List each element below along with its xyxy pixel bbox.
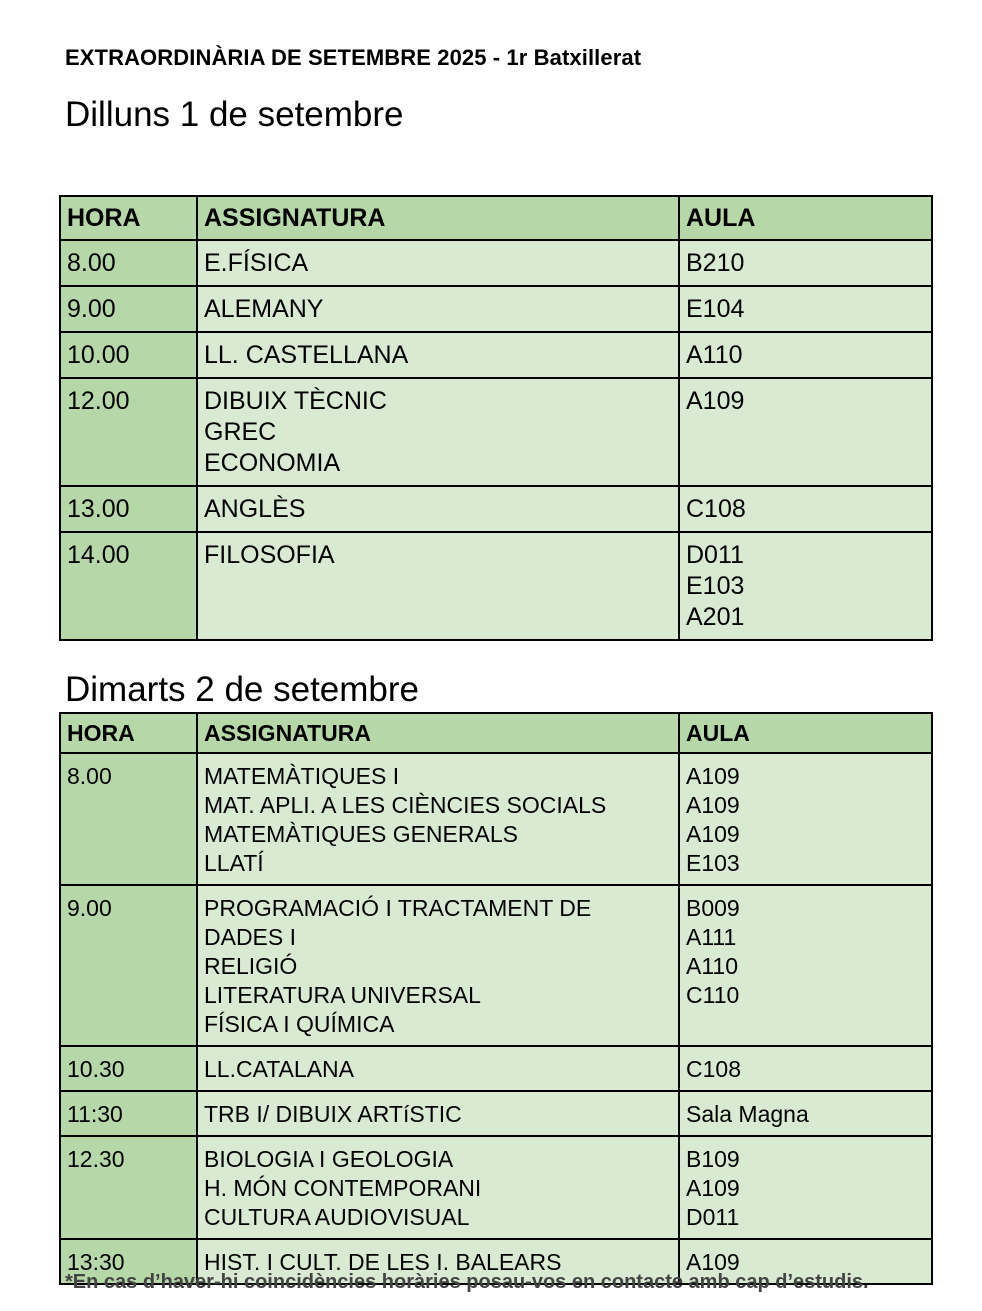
table-row bbox=[60, 1136, 932, 1239]
cell-hora: 12.30 bbox=[60, 1136, 197, 1239]
room-code: C110 bbox=[686, 982, 740, 1008]
subject-name: ANGLÈS bbox=[204, 495, 306, 523]
table-row bbox=[60, 532, 932, 640]
table-row bbox=[60, 1046, 932, 1091]
cell-hora: 8.00 bbox=[60, 240, 197, 286]
subject-name: ECONOMIA bbox=[204, 449, 341, 477]
table-body bbox=[60, 753, 932, 1284]
schedule-table-tuesday bbox=[59, 712, 933, 1285]
cell-assignatura bbox=[197, 240, 679, 286]
subject-name: H. MÓN CONTEMPORANI bbox=[204, 1175, 482, 1201]
cell-hora: 13.00 bbox=[60, 486, 197, 532]
room-code: A109 bbox=[686, 792, 740, 818]
table-row bbox=[60, 486, 932, 532]
subject-name: FILOSOFIA bbox=[204, 541, 335, 569]
room-code: A110 bbox=[686, 953, 739, 979]
subject-name: MATEMÀTIQUES I bbox=[204, 763, 400, 789]
cell-assignatura bbox=[197, 1136, 679, 1239]
cell-aula bbox=[679, 753, 932, 885]
subject-name: GREC bbox=[204, 418, 277, 446]
cell-hora: 11:30 bbox=[60, 1091, 197, 1136]
subject-name: TRB I/ DIBUIX ARTíSTIC bbox=[204, 1101, 462, 1127]
day-heading-monday: Dilluns 1 de setembre bbox=[65, 95, 404, 134]
room-code: E104 bbox=[686, 295, 745, 323]
table-body bbox=[60, 240, 932, 640]
room-code: B009 bbox=[686, 895, 740, 921]
cell-assignatura bbox=[197, 885, 679, 1046]
subject-name: LLATÍ bbox=[204, 850, 264, 876]
cell-aula bbox=[679, 332, 932, 378]
subject-name: MAT. APLI. A LES CIÈNCIES SOCIALS bbox=[204, 792, 607, 818]
table-row bbox=[60, 240, 932, 286]
subject-name: HIST. I CULT. DE LES I. BALEARS bbox=[204, 1249, 562, 1275]
cell-assignatura bbox=[197, 1046, 679, 1091]
room-code: A109 bbox=[686, 1249, 740, 1275]
room-code: A109 bbox=[686, 821, 740, 847]
column-header-aula: AULA bbox=[679, 713, 932, 753]
column-header-assignatura: ASSIGNATURA bbox=[197, 196, 679, 240]
subject-name: LL.CATALANA bbox=[204, 1056, 354, 1082]
day-heading-tuesday: Dimarts 2 de setembre bbox=[65, 670, 420, 709]
room-code: A111 bbox=[686, 924, 737, 950]
column-header-hora: HORA bbox=[60, 196, 197, 240]
cell-hora: 8.00 bbox=[60, 753, 197, 885]
cell-hora: 12.00 bbox=[60, 378, 197, 486]
cell-hora: 10.30 bbox=[60, 1046, 197, 1091]
cell-hora: 13:30 bbox=[60, 1239, 197, 1284]
cell-assignatura bbox=[197, 486, 679, 532]
room-code: C108 bbox=[686, 495, 746, 523]
table-header-row bbox=[60, 713, 932, 753]
subject-name: E.FÍSICA bbox=[204, 249, 309, 277]
room-code: D011 bbox=[686, 1204, 740, 1230]
room-code: D011 bbox=[686, 541, 744, 569]
cell-assignatura bbox=[197, 286, 679, 332]
room-code: A109 bbox=[686, 763, 740, 789]
table-row bbox=[60, 332, 932, 378]
table-header-row bbox=[60, 196, 932, 240]
room-code: E103 bbox=[686, 572, 745, 600]
cell-aula bbox=[679, 885, 932, 1046]
room-code: A110 bbox=[686, 341, 743, 369]
table-row bbox=[60, 378, 932, 486]
cell-hora: 9.00 bbox=[60, 885, 197, 1046]
cell-assignatura bbox=[197, 1091, 679, 1136]
footnote: *En cas d’haver-hi coincidències horàries posau-vos en contacte amb cap d’estudis. bbox=[65, 1271, 869, 1293]
cell-assignatura bbox=[197, 332, 679, 378]
room-code: A201 bbox=[686, 603, 745, 631]
cell-aula bbox=[679, 286, 932, 332]
cell-aula bbox=[679, 1136, 932, 1239]
cell-aula bbox=[679, 486, 932, 532]
subject-name: LL. CASTELLANA bbox=[204, 341, 409, 369]
subject-name: DADES I bbox=[204, 924, 297, 950]
table-row bbox=[60, 1091, 932, 1136]
room-code: A109 bbox=[686, 1175, 740, 1201]
cell-aula bbox=[679, 532, 932, 640]
cell-hora: 9.00 bbox=[60, 286, 197, 332]
subject-name: CULTURA AUDIOVISUAL bbox=[204, 1204, 470, 1230]
column-header-aula: AULA bbox=[679, 196, 932, 240]
subject-name: MATEMÀTIQUES GENERALS bbox=[204, 821, 518, 847]
room-code: Sala Magna bbox=[686, 1101, 809, 1127]
cell-aula bbox=[679, 1046, 932, 1091]
room-code: A109 bbox=[686, 387, 745, 415]
room-code: B109 bbox=[686, 1146, 740, 1172]
column-header-assignatura: ASSIGNATURA bbox=[197, 713, 679, 753]
subject-name: PROGRAMACIÓ I TRACTAMENT DE bbox=[204, 895, 592, 921]
subject-name: FÍSICA I QUÍMICA bbox=[204, 1011, 395, 1037]
table-row bbox=[60, 286, 932, 332]
cell-aula bbox=[679, 240, 932, 286]
subject-name: RELIGIÓ bbox=[204, 953, 298, 979]
cell-hora: 14.00 bbox=[60, 532, 197, 640]
cell-assignatura bbox=[197, 753, 679, 885]
cell-assignatura bbox=[197, 378, 679, 486]
room-code: B210 bbox=[686, 249, 745, 277]
cell-hora: 10.00 bbox=[60, 332, 197, 378]
table-row bbox=[60, 753, 932, 885]
cell-assignatura bbox=[197, 532, 679, 640]
column-header-hora: HORA bbox=[60, 713, 197, 753]
subject-name: LITERATURA UNIVERSAL bbox=[204, 982, 481, 1008]
document-title: EXTRAORDINÀRIA DE SETEMBRE 2025 - 1r Batxillerat bbox=[65, 45, 642, 70]
subject-name: ALEMANY bbox=[204, 295, 324, 323]
cell-aula bbox=[679, 378, 932, 486]
cell-aula bbox=[679, 1091, 932, 1136]
room-code: E103 bbox=[686, 850, 740, 876]
schedule-table-monday bbox=[59, 195, 933, 641]
subject-name: BIOLOGIA I GEOLOGIA bbox=[204, 1146, 454, 1172]
table-row bbox=[60, 885, 932, 1046]
subject-name: DIBUIX TÈCNIC bbox=[204, 387, 387, 415]
room-code: C108 bbox=[686, 1056, 741, 1082]
